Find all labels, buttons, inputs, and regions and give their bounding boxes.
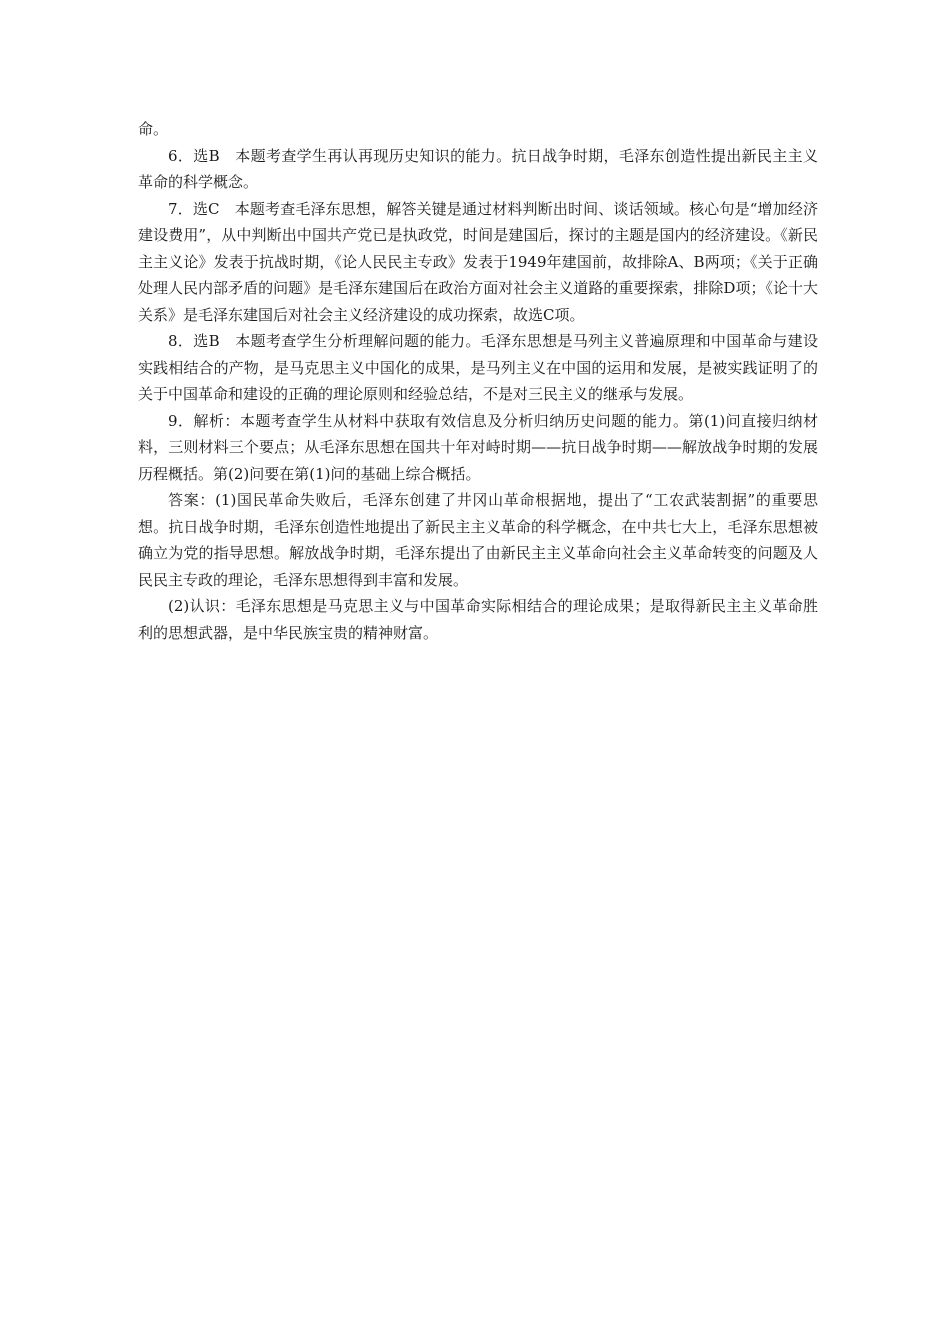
paragraph-answer-9-part1: 答案：(1)国民革命失败后，毛泽东创建了井冈山革命根据地，提出了“工农武装割据”的重要思想。抗日战争时期，毛泽东创造性地提出了新民主主义革命的科学概念，在中共七大上，毛泽东思想被确立为党的指导思想。解放战争时期，毛泽东提出了由新民主主义革命向社会主义革命转变的问题及人民民主专政的理论，毛泽东思想得到丰富和发展。 — [138, 491, 818, 589]
answer-text-body — [138, 116, 818, 646]
paragraph-continuation: 命。 — [138, 120, 169, 138]
paragraph-answer-7: 7．选C 本题考查毛泽东思想，解答关键是通过材料判断出时间、谈话领域。核心句是“增加经济建设费用”，从中判断出中国共产党已是执政党，时间是建国后，探讨的主题是国内的经济建设。《新民主主义论》发表于抗战时期，《论人民民主专政》发表于1949年建国前，故排除A、B两项；《关于正确处理人民内部矛盾的问题》是毛泽东建国后在政治方面对社会主义道路的重要探索，排除D项；《论十大关系》是毛泽东建国后对社会主义经济建设的成功探索，故选C项。 — [138, 199, 818, 324]
paragraph-answer-8: 8．选B 本题考查学生分析理解问题的能力。毛泽东思想是马列主义普遍原理和中国革命与建设实践相结合的产物，是马克思主义中国化的成果，是马列主义在中国的运用和发展，是被实践证明了的关于中国革命和建设的正确的理论原则和经验总结，不是对三民主义的继承与发展。 — [138, 332, 818, 403]
paragraph-answer-9-part2: (2)认识：毛泽东思想是马克思主义与中国革命实际相结合的理论成果；是取得新民主主义革命胜利的思想武器，是中华民族宝贵的精神财富。 — [138, 597, 818, 642]
paragraph-answer-9-analysis: 9．解析：本题考查学生从材料中获取有效信息及分析归纳历史问题的能力。第(1)问直接归纳材料，三则材料三个要点；从毛泽东思想在国共十年对峙时期——抗日战争时期——解放战争时期的发展历程概括。第(2)问要在第(1)问的基础上综合概括。 — [138, 411, 818, 483]
paragraph-answer-6: 6．选B 本题考查学生再认再现历史知识的能力。抗日战争时期，毛泽东创造性提出新民主主义革命的科学概念。 — [138, 146, 818, 191]
